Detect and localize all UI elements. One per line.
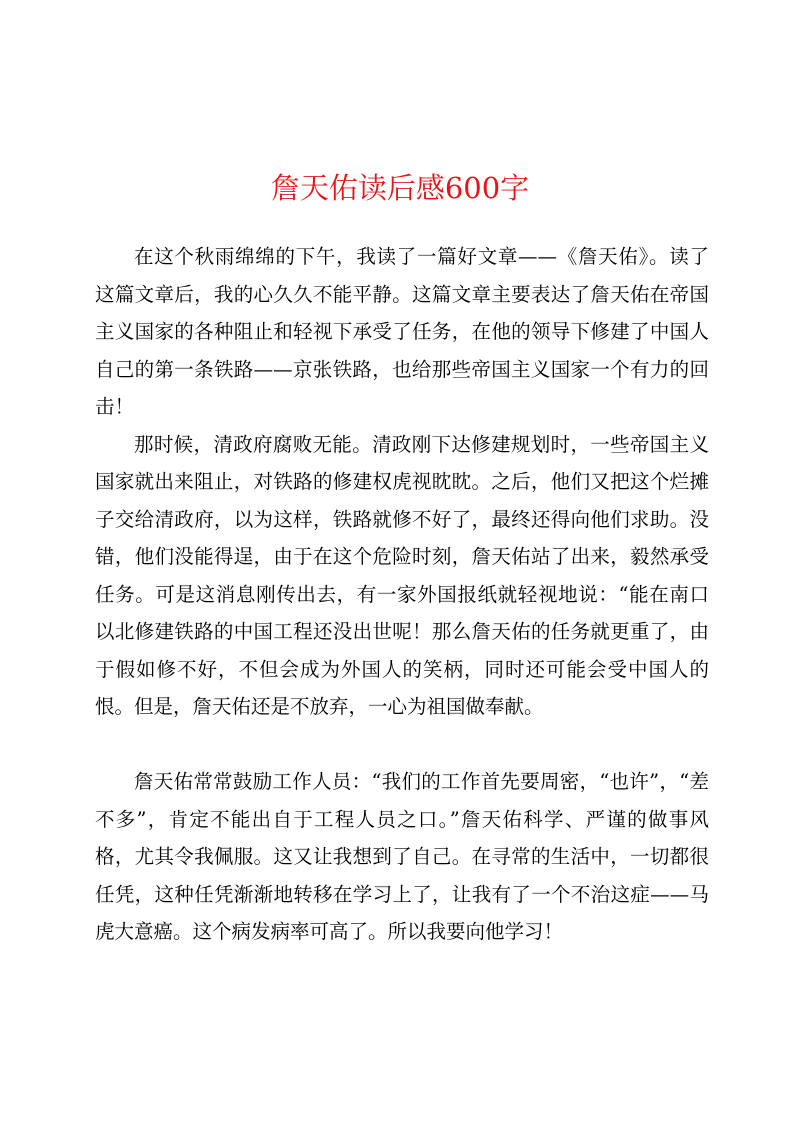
paragraph-3: 詹天佑常常鼓励工作人员：“我们的工作首先要周密，“也许”，“差不多”，肯定不能出自于工程人员之口。”詹天佑科学、严谨的做事风格，尤其令我佩服。这又让我想到了自己。在寻常的生活中，一切都很任凭，这种任凭渐渐地转移在学习上了，让我有了一个不治这症——马虎大意癌。这个病发病率可高了。所以我要向他学习！	[95, 770, 709, 943]
paragraph-1: 在这个秋雨绵绵的下午，我读了一篇好文章——《詹天佑》。读了这篇文章后，我的心久久不能平静。这篇文章主要表达了詹天佑在帝国主义国家的各种阻止和轻视下承受了任务，在他的领导下修建了中国人自己的第一条铁路——京张铁路，也给那些帝国主义国家一个有力的回击！	[95, 245, 709, 418]
document-body	[95, 238, 709, 951]
paragraph-gap	[95, 726, 709, 764]
document-title: 詹天佑读后感600字	[270, 171, 530, 205]
paragraph-2: 那时候，清政府腐败无能。清政刚下达修建规划时，一些帝国主义国家就出来阻止，对铁路的修建权虎视眈眈。之后，他们又把这个烂摊子交给清政府，以为这样，铁路就修不好了，最终还得向他们求助。没错，他们没能得逞，由于在这个危险时刻，詹天佑站了出来，毅然承受任务。可是这消息刚传出去，有一家外国报纸就轻视地说：“能在南口以北修建铁路的中国工程还没出世呢！那么詹天佑的任务就更重了，由于假如修不好，不但会成为外国人的笑柄，同时还可能会受中国人的恨。但是，詹天佑还是不放弃，一心为祖国做奉献。	[95, 432, 709, 718]
